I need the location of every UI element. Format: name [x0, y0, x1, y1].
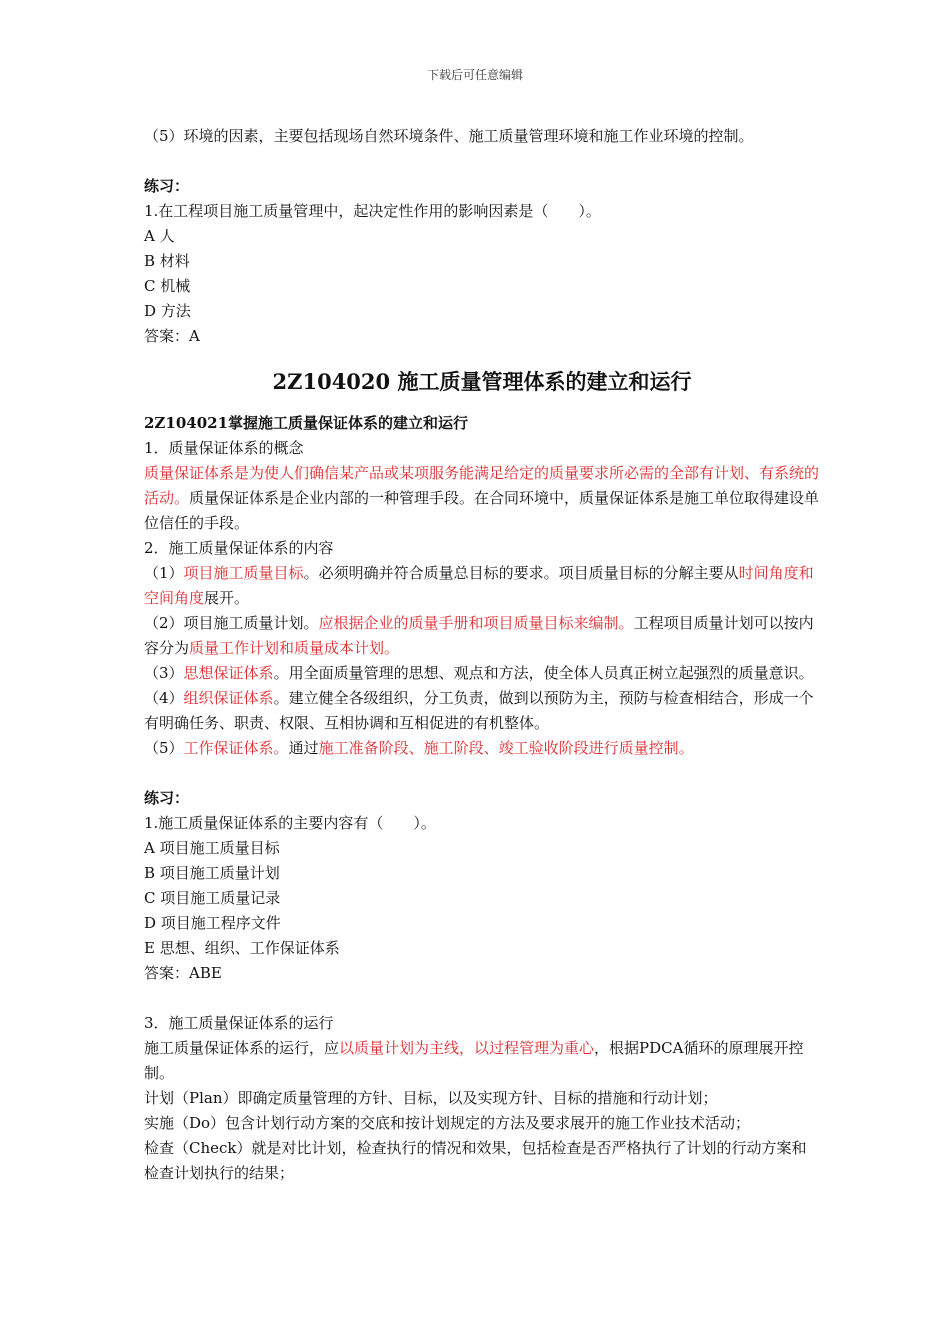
highlight-text: 思想保证体系: [183, 664, 274, 682]
highlight-text: 应根据企业的质量手册和项目质量目标来编制。: [318, 614, 634, 632]
exercise-option: B 项目施工质量计划: [144, 864, 280, 882]
highlight-text: 施工准备阶段、施工阶段、竣工验收阶段进行质量控制。: [318, 739, 694, 757]
body-text: （2）项目施工质量计划。: [144, 614, 319, 632]
body-text: 质量保证体系是企业内部的一种管理手段。在合同环境中，质量保证体系是施工单位取得建设单位信任的手段。: [144, 489, 820, 532]
pdca-plan: 计划（Plan）即确定质量管理的方针、目标，以及实现方针、目标的措施和行动计划；: [144, 1089, 718, 1107]
item-number: （1）: [144, 564, 184, 582]
exercise-option: D 方法: [144, 302, 191, 320]
highlight-text: 组织保证体系: [183, 689, 274, 707]
exercise-question: 1.在工程项目施工质量管理中，起决定性作用的影响因素是（ ）。: [144, 202, 601, 220]
body-text: 施工质量保证体系的运行，应: [144, 1039, 340, 1057]
content-item-3: [144, 661, 820, 686]
body-text: ，根据PDCA循环的原理展开控制。: [144, 1039, 804, 1082]
exercise-option: D 项目施工程序文件: [144, 914, 281, 932]
content-item-2: [144, 611, 820, 661]
item-number: （4）: [144, 689, 184, 707]
concept-heading: 1．质量保证体系的概念: [144, 439, 304, 457]
content-heading: 2．施工质量保证体系的内容: [144, 539, 334, 557]
body-text: 展开。: [204, 589, 250, 607]
item-number: （5）: [144, 739, 184, 757]
content-item-1: [144, 561, 820, 611]
body-text: 通过: [288, 739, 319, 757]
exercise-option: A 人: [144, 227, 175, 245]
exercise-question: 1.施工质量保证体系的主要内容有（ ）。: [144, 814, 436, 832]
concept-paragraph: [144, 461, 820, 536]
exercise-option: C 机械: [144, 277, 191, 295]
body-text: 。建立健全各级组织，分工负责，做到以预防为主，预防与检查相结合，形成一个有明确任务、职责、权限、互相协调和互相促进的有机整体。: [144, 689, 814, 732]
content-item-4: [144, 686, 820, 736]
pdca-check: 检查（Check）就是对比计划，检查执行的情况和效果，包括检查是否严格执行了计划的行动方案和检查计划执行的结果；: [144, 1139, 807, 1182]
exercise-title: 练习：: [144, 789, 190, 807]
exercise-option: A 项目施工质量目标: [144, 839, 280, 857]
highlight-text: 工作保证体系。: [183, 739, 289, 757]
exercise-option: B 材料: [144, 252, 190, 270]
item-number: （3）: [144, 664, 184, 682]
highlight-text: 质量保证体系是为使人们确信某产品或某项服务能满足给定的质量要求所必需的全部有计划、有系统的活动。: [144, 464, 820, 507]
env-factor-item: （5）环境的因素，主要包括现场自然环境条件、施工质量管理环境和施工作业环境的控制。: [144, 127, 754, 145]
page-header: 下载后可任意编辑: [426, 68, 523, 82]
exercise-answer: 答案：ABE: [144, 964, 222, 982]
body-text: 。必须明确并符合质量总目标的要求。项目质量目标的分解主要从: [303, 564, 739, 582]
exercise-option: C 项目施工质量记录: [144, 889, 281, 907]
body-text: 。用全面质量管理的思想、观点和方法，使全体人员真正树立起强烈的质量意识。: [273, 664, 814, 682]
content-item-5: [144, 736, 820, 761]
highlight-text: 质量工作计划和质量成本计划。: [189, 639, 400, 657]
operation-paragraph: [144, 1036, 820, 1086]
body-text: 工程项目质量计划可以按内容分为: [144, 614, 814, 657]
exercise-option: E 思想、组织、工作保证体系: [144, 939, 340, 957]
highlight-text: 项目施工质量目标: [183, 564, 304, 582]
subsection-title: 2Z104021掌握施工质量保证体系的建立和运行: [144, 414, 469, 432]
highlight-text: 以质量计划为主线，以过程管理为重心: [339, 1039, 595, 1057]
document-body: [144, 124, 820, 1186]
pdca-do: 实施（Do）包含计划行动方案的交底和按计划规定的方法及要求展开的施工作业技术活动；: [144, 1114, 751, 1132]
highlight-text: 时间角度和空间角度: [144, 564, 814, 607]
exercise-title: 练习：: [144, 177, 190, 195]
operation-heading: 3．施工质量保证体系的运行: [144, 1014, 334, 1032]
exercise-answer: 答案：A: [144, 327, 200, 345]
section-title: 2Z104020 施工质量管理体系的建立和运行: [272, 369, 692, 394]
